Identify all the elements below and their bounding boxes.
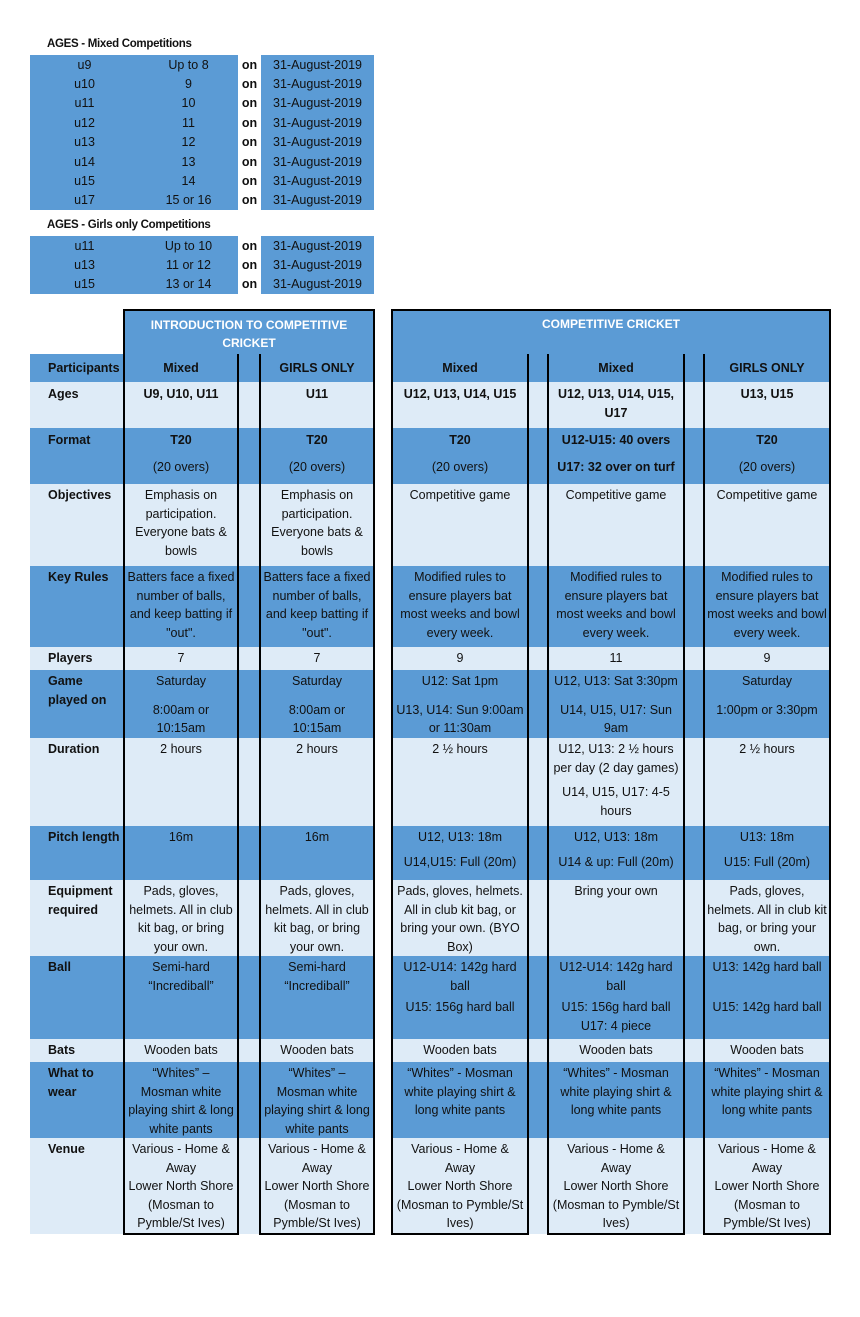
group-header-intro: INTRODUCTION TO COMPETITIVE CRICKET	[124, 310, 374, 354]
age-row	[30, 55, 374, 74]
cutoff-date: 31-August-2019	[261, 236, 374, 255]
age-row	[30, 236, 374, 255]
group-header-competitive: COMPETITIVE CRICKET	[392, 310, 830, 354]
on-label: on	[238, 55, 261, 74]
age-category: u15	[30, 275, 139, 294]
row-venue: Venue Various - Home & Away Lower North Shore (Mosman to Pymble/St Ives) Various - Home & Away Lower North Shore (Mosman to Pymble/St Ives) Various - Home & Away Lower North Shore (Mosman to Pymble/St Ives) Various - Home & Away Lower North Shore (Mosman to Pymble/St Ives) Various - Home & Away Lower North Shore (Mosman to Pymble/St Ives)	[30, 1138, 830, 1234]
age-category: u9	[30, 55, 139, 74]
on-label: on	[238, 133, 261, 152]
age-category: u13	[30, 255, 139, 274]
age-value: 11 or 12	[139, 255, 238, 274]
on-label: on	[238, 236, 261, 255]
on-label: on	[238, 94, 261, 113]
age-category: u14	[30, 152, 139, 171]
cutoff-date: 31-August-2019	[261, 191, 374, 210]
row-key-rules: Key Rules Batters face a fixed number of balls, and keep batting if "out". Batters face a fixed number of balls, and keep batting if "out". Modified rules to ensure players bat most weeks and bowl every week. Modified rules to ensure players bat most weeks and bowl every week. Modified rules to ensure players bat most weeks and bowl every week.	[30, 566, 830, 647]
row-game-played-on: Game played on Saturday 8:00am or 10:15am Saturday 8:00am or 10:15am U12: Sat 1pm U13, U14: Sun 9:00am or 11:30am U12, U13: Sat 3:30pm U14, U15, U17: Sun 9am Saturday 1:00pm or 3:30pm	[30, 670, 830, 738]
cutoff-date: 31-August-2019	[261, 255, 374, 274]
age-value: 13 or 14	[139, 275, 238, 294]
age-row	[30, 113, 374, 132]
age-category: u12	[30, 113, 139, 132]
age-value: Up to 8	[139, 55, 238, 74]
age-row	[30, 94, 374, 113]
age-category: u13	[30, 133, 139, 152]
cutoff-date: 31-August-2019	[261, 171, 374, 190]
age-value: 12	[139, 133, 238, 152]
cutoff-date: 31-August-2019	[261, 152, 374, 171]
age-value: 10	[139, 94, 238, 113]
age-value: 14	[139, 171, 238, 190]
cutoff-date: 31-August-2019	[261, 275, 374, 294]
on-label: on	[238, 255, 261, 274]
age-category: u11	[30, 94, 139, 113]
age-value: 9	[139, 74, 238, 93]
girls-ages-heading: AGES - Girls only Competitions	[47, 219, 211, 231]
on-label: on	[238, 171, 261, 190]
age-value: Up to 10	[139, 236, 238, 255]
mixed-ages-table	[30, 55, 374, 210]
row-bats: Bats Wooden bats Wooden bats Wooden bats Wooden bats Wooden bats	[30, 1039, 830, 1062]
age-category: u11	[30, 236, 139, 255]
cutoff-date: 31-August-2019	[261, 74, 374, 93]
cutoff-date: 31-August-2019	[261, 133, 374, 152]
age-category: u10	[30, 74, 139, 93]
age-row	[30, 133, 374, 152]
on-label: on	[238, 113, 261, 132]
age-value: 13	[139, 152, 238, 171]
on-label: on	[238, 74, 261, 93]
cutoff-date: 31-August-2019	[261, 113, 374, 132]
age-category: u17	[30, 191, 139, 210]
row-ages: Ages U9, U10, U11 U11 U12, U13, U14, U15 U12, U13, U14, U15, U17 U13, U15	[30, 382, 830, 428]
age-row	[30, 74, 374, 93]
on-label: on	[238, 152, 261, 171]
row-pitch-length: Pitch length 16m 16m U12, U13: 18m U14,U15: Full (20m) U12, U13: 18m U14 & up: Full (20m) U13: 18m U15: Full (20m)	[30, 826, 830, 880]
age-row	[30, 275, 374, 294]
age-row	[30, 152, 374, 171]
row-duration: Duration 2 hours 2 hours 2 ½ hours U12, U13: 2 ½ hours per day (2 day games) U14, U15, U17: 4-5 hours 2 ½ hours	[30, 738, 830, 826]
competition-comparison-table	[30, 309, 831, 1235]
age-category: u15	[30, 171, 139, 190]
age-row	[30, 191, 374, 210]
age-row	[30, 255, 374, 274]
row-objectives: Objectives Emphasis on participation. Everyone bats & bowls Emphasis on participation. Everyone bats & bowls Competitive game Competitive game Competitive game	[30, 484, 830, 566]
row-equipment: Equipment required Pads, gloves, helmets. All in club kit bag, or bring your own. Pads, gloves, helmets. All in club kit bag, or bring your own. Pads, gloves, helmets. All in club kit bag, or bring your own. (BYO Box) Bring your own Pads, gloves, helmets. All in club kit bag, or bring your own.	[30, 880, 830, 956]
row-players: Players 7 7 9 11 9	[30, 647, 830, 670]
age-value: 15 or 16	[139, 191, 238, 210]
age-row	[30, 171, 374, 190]
girls-ages-table	[30, 236, 374, 294]
mixed-ages-heading: AGES - Mixed Competitions	[47, 38, 192, 50]
on-label: on	[238, 191, 261, 210]
on-label: on	[238, 275, 261, 294]
row-ball: Ball Semi-hard “Incrediball” Semi-hard “Incrediball” U12-U14: 142g hard ball U15: 156g hard ball U12-U14: 142g hard ball U15: 156g hard ball U17: 4 piece U13: 142g hard ball U15: 142g hard ball	[30, 956, 830, 1039]
row-format: Format T20 (20 overs) T20 (20 overs) T20 (20 overs) U12-U15: 40 overs U17: 32 over on turf T20 (20 overs)	[30, 428, 830, 484]
cutoff-date: 31-August-2019	[261, 94, 374, 113]
cutoff-date: 31-August-2019	[261, 55, 374, 74]
row-what-to-wear: What to wear “Whites” – Mosman white playing shirt & long white pants “Whites” – Mosman white playing shirt & long white pants “Whites” - Mosman white playing shirt & long white pants “Whites” - Mosman white playing shirt & long white pants “Whites” - Mosman white playing shirt & long white pants	[30, 1062, 830, 1138]
row-participants: Participants Mixed GIRLS ONLY Mixed Mixed GIRLS ONLY	[30, 354, 830, 382]
age-value: 11	[139, 113, 238, 132]
